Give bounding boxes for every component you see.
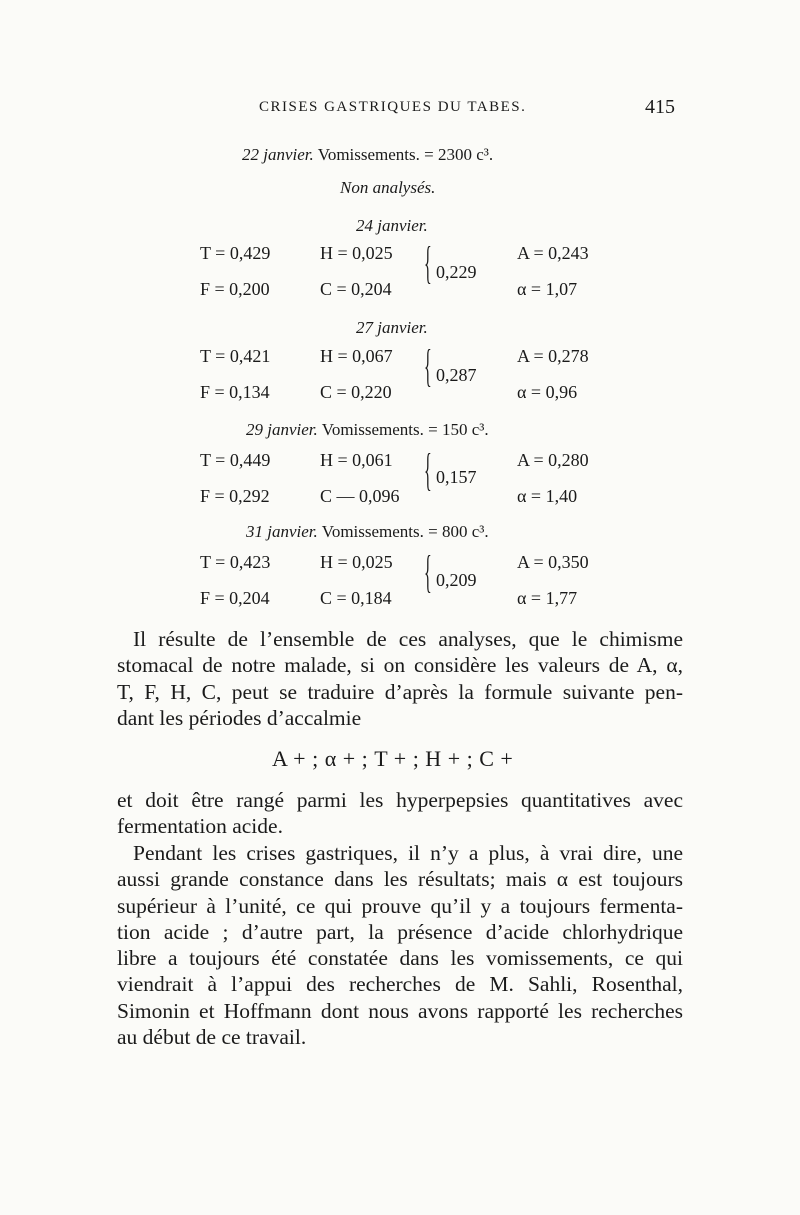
value-H: H = 0,025	[320, 243, 393, 263]
text-line: libre a toujours été constatée dans les vomissements, ce qui	[117, 946, 683, 971]
value-F: F = 0,204	[200, 588, 270, 608]
text-line: supérieur à l’unité, ce qui prouve qu’il y a toujours fermenta-	[117, 893, 683, 918]
text-line: Pendant les crises gastriques, il n’y a plus, à vrai dire, une	[133, 841, 683, 865]
page-number: 415	[645, 96, 675, 118]
value-F: F = 0,134	[200, 382, 270, 402]
value-sum: 0,287	[436, 365, 477, 385]
text-line: Il résulte de l’ensemble de ces analyses, que le chimisme	[133, 627, 683, 651]
text-line: stomacal de notre malade, si on considère les valeurs de A, α,	[117, 653, 683, 678]
value-F: F = 0,200	[200, 279, 270, 299]
entry-vomit-text: Vomissements. = 2300 c³.	[317, 145, 494, 164]
entry-date: 22 janvier.	[242, 145, 314, 164]
text-line: fermentation acide.	[117, 814, 283, 839]
value-A: A = 0,350	[517, 552, 589, 572]
value-T: T = 0,429	[200, 243, 271, 263]
value-C: C = 0,184	[320, 588, 392, 608]
running-title: CRISES GASTRIQUES DU TABES.	[259, 99, 527, 115]
value-A: A = 0,280	[517, 450, 589, 470]
text-line: viendrait à l’appui des recherches de M. Sahli, Rosenthal,	[117, 972, 683, 997]
entry-date: 31 janvier.	[246, 522, 318, 541]
entry-note: Non analysés.	[340, 178, 436, 197]
text-line: aussi grande constance dans les résultats; mais α est toujours	[117, 867, 683, 892]
entry-date: 29 janvier.	[246, 420, 318, 439]
value-H: H = 0,061	[320, 450, 393, 470]
value-alpha: α = 1,40	[517, 486, 578, 506]
text-line: dant les périodes d’accalmie	[117, 705, 362, 730]
text-line: Simonin et Hoffmann dont nous avons rapporté les recherches	[117, 998, 683, 1023]
value-C: C — 0,096	[320, 486, 400, 506]
entry-jan22-line	[242, 145, 493, 165]
entry-jan29-line	[246, 420, 489, 440]
value-alpha: α = 1,77	[517, 588, 578, 608]
entry-vomit-text: Vomissements. = 800 c³.	[321, 522, 489, 541]
brace: {	[424, 340, 432, 391]
entry-jan27-date: 27 janvier.	[356, 318, 428, 337]
value-H: H = 0,067	[320, 346, 393, 366]
value-F: F = 0,292	[200, 486, 270, 506]
text-line: et doit être rangé parmi les hyperpepsies quantitatives avec	[117, 788, 683, 812]
brace: {	[424, 444, 432, 495]
value-sum: 0,229	[436, 262, 477, 282]
paragraph-conclusion	[117, 626, 683, 731]
text-line: tion acide ; d’autre part, la présence d’acide chlorhydrique	[117, 919, 683, 944]
text-line: au début de ce travail.	[117, 1025, 307, 1050]
value-T: T = 0,421	[200, 346, 271, 366]
value-A: A = 0,243	[517, 243, 589, 263]
value-A: A = 0,278	[517, 346, 589, 366]
value-C: C = 0,220	[320, 382, 392, 402]
text-line: T, F, H, C, peut se traduire d’après la formule suivante pen-	[117, 679, 683, 704]
value-alpha: α = 0,96	[517, 382, 578, 402]
value-alpha: α = 1,07	[517, 279, 578, 299]
formula: A + ; α + ; T + ; H + ; C +	[272, 746, 513, 771]
value-T: T = 0,423	[200, 552, 271, 572]
entry-jan31-line	[246, 522, 489, 542]
value-sum: 0,157	[436, 467, 477, 487]
brace: {	[424, 237, 432, 288]
value-C: C = 0,204	[320, 279, 392, 299]
brace: {	[424, 546, 432, 597]
paragraph-crises	[117, 840, 683, 1050]
entry-vomit-text: Vomissements. = 150 c³.	[321, 420, 489, 439]
value-sum: 0,209	[436, 570, 477, 590]
value-T: T = 0,449	[200, 450, 271, 470]
paragraph-classification	[117, 787, 683, 840]
entry-jan24-date: 24 janvier.	[356, 216, 428, 235]
value-H: H = 0,025	[320, 552, 393, 572]
